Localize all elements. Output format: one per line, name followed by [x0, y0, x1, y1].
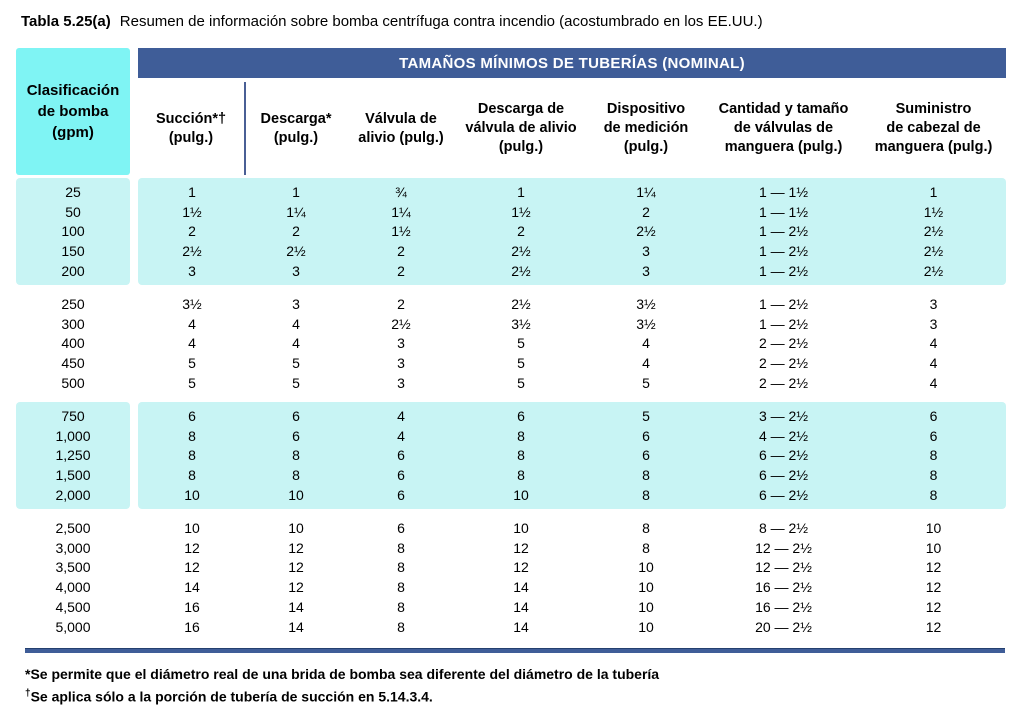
gpm-cell: 1,250 — [55, 447, 91, 464]
column-header-line: Cantidad y tamaño — [718, 101, 849, 118]
footnote-marker: * — [25, 666, 31, 682]
value-cell: 4 — [188, 335, 196, 352]
value-cell: 1 — 2½ — [758, 243, 809, 260]
gpm-cell: 1,000 — [55, 427, 91, 444]
gpm-cell: 500 — [61, 375, 85, 392]
table-row — [16, 261, 1006, 281]
footnote-1 — [25, 664, 659, 686]
value-cell: 10 — [925, 539, 942, 556]
value-cell: 12 — [184, 559, 200, 576]
table-row — [16, 406, 1006, 426]
value-cell: 8 — [929, 487, 938, 504]
value-cell: 1 — 1½ — [758, 203, 809, 220]
value-cell: 1 — [929, 183, 938, 200]
gpm-cell: 750 — [61, 407, 85, 424]
gpm-cell: 1,500 — [55, 467, 91, 484]
value-cell: 8 — [292, 467, 300, 484]
table-row — [16, 241, 1006, 261]
table-body — [16, 178, 1006, 641]
table-row — [16, 617, 1006, 637]
value-cell: 14 — [513, 579, 529, 596]
value-cell: 6 — [929, 407, 938, 424]
value-cell: 4 — [188, 315, 196, 332]
value-cell: 8 — [397, 559, 405, 576]
column-header-line: manguera (pulg.) — [874, 138, 993, 155]
row-group-3 — [16, 402, 1006, 509]
value-cell: 1½ — [511, 203, 531, 220]
value-cell: 8 — [397, 539, 405, 556]
value-cell: 5 — [642, 407, 650, 424]
value-cell: 3 — 2½ — [758, 407, 809, 424]
value-cell: 2 — [188, 223, 196, 240]
value-cell: 8 — [517, 467, 525, 484]
value-cell: 2½ — [923, 223, 944, 240]
value-cell: 3½ — [636, 295, 656, 312]
value-cell: 12 — [288, 559, 304, 576]
column-header-line: Succión*† — [155, 110, 227, 127]
value-cell: 1 — [517, 183, 525, 200]
value-cell: 10 — [288, 519, 304, 536]
value-cell: 6 — [397, 519, 405, 536]
gpm-cell: 2,000 — [55, 487, 91, 504]
value-cell: 16 — 2½ — [755, 579, 812, 596]
gpm-cell: 150 — [61, 243, 85, 260]
value-cell: 3 — [397, 335, 405, 352]
value-cell: 8 — [929, 467, 938, 484]
value-cell: 4 — [929, 355, 938, 372]
column-header-line: (pulg.) — [623, 138, 669, 155]
row-header-classification — [16, 48, 130, 175]
value-cell: 12 — [513, 539, 529, 556]
value-cell: 6 — 2½ — [758, 487, 809, 504]
value-cell: 6 — 2½ — [758, 447, 809, 464]
table-row — [16, 518, 1006, 538]
value-cell: 8 — [642, 539, 650, 556]
table-row — [16, 222, 1006, 242]
table-row — [16, 314, 1006, 334]
value-cell: 14 — [288, 599, 304, 616]
value-cell: 2 — 2½ — [758, 375, 809, 392]
value-cell: 1 — 1½ — [758, 183, 809, 200]
column-header-2 — [246, 82, 346, 175]
value-cell: 10 — [925, 519, 942, 536]
value-cell: 8 — [397, 579, 405, 596]
value-cell: 12 — [513, 559, 529, 576]
row-group-4 — [16, 514, 1006, 641]
value-cell: 10 — [184, 487, 200, 504]
footnote-text: Se aplica sólo a la porción de tubería de succión en 5.14.3.4. — [30, 688, 433, 705]
row-group-2 — [16, 290, 1006, 397]
table-row — [16, 485, 1006, 505]
column-header-7 — [861, 82, 1006, 175]
value-cell: 4 — 2½ — [758, 427, 809, 444]
value-cell: 1½ — [923, 203, 944, 220]
value-cell: 3 — [929, 315, 938, 332]
value-cell: 6 — [188, 407, 196, 424]
table-row — [16, 577, 1006, 597]
footnotes — [25, 664, 659, 708]
value-cell: 12 — [925, 579, 942, 596]
gpm-cell: 4,500 — [55, 599, 91, 616]
column-header-line: válvula de alivio — [465, 120, 577, 137]
value-cell: 12 — [184, 539, 200, 556]
value-cell: 12 — [925, 599, 942, 616]
value-cell: 8 — [188, 467, 196, 484]
value-cell: 4 — [929, 335, 938, 352]
table-row — [16, 182, 1006, 202]
value-cell: 20 — 2½ — [755, 618, 812, 635]
value-cell: 2½ — [511, 295, 531, 312]
value-cell: 14 — [513, 618, 529, 635]
value-cell: 8 — [642, 519, 650, 536]
value-cell: 8 — [517, 427, 525, 444]
value-cell: 8 — [642, 467, 650, 484]
column-header-line: Descarga* — [260, 110, 332, 127]
gpm-cell: 250 — [61, 295, 85, 312]
value-cell: 2 — [397, 263, 405, 280]
value-cell: 4 — [292, 315, 300, 332]
pump-table — [16, 48, 1006, 653]
column-header-line: de medición — [603, 120, 689, 137]
value-cell: 12 — [288, 539, 304, 556]
value-cell: 5 — [642, 375, 650, 392]
value-cell: 4 — [929, 375, 938, 392]
value-cell: 8 — [188, 427, 196, 444]
value-cell: 10 — [513, 519, 529, 536]
value-cell: 4 — [397, 407, 405, 424]
value-cell: 10 — [638, 579, 654, 596]
column-headers — [138, 82, 1006, 175]
value-cell: 8 — [929, 447, 938, 464]
value-cell: 2 — [397, 295, 405, 312]
value-cell: 3 — [292, 295, 300, 312]
column-header-line: de válvulas de — [733, 120, 834, 137]
table-row — [16, 538, 1006, 558]
table-row — [16, 202, 1006, 222]
value-cell: 1½ — [391, 223, 411, 240]
column-header-line: (pulg.) — [273, 129, 319, 146]
page-title — [21, 13, 763, 30]
value-cell: 10 — [638, 559, 654, 576]
value-cell: 5 — [517, 355, 525, 372]
value-cell: 12 — 2½ — [755, 559, 812, 576]
value-cell: 6 — [929, 427, 938, 444]
value-cell: 10 — [638, 618, 654, 635]
value-cell: 1¼ — [391, 203, 411, 220]
value-cell: 2 — [397, 243, 405, 260]
value-cell: 5 — [517, 375, 525, 392]
value-cell: 3 — [642, 263, 650, 280]
value-cell: 16 — [184, 599, 200, 616]
column-header-line: de cabezal de — [886, 120, 981, 137]
gpm-cell: 3,000 — [55, 539, 91, 556]
value-cell: 3 — [397, 355, 405, 372]
table-row — [16, 465, 1006, 485]
gpm-cell: 5,000 — [55, 618, 91, 635]
value-cell: 1 — 2½ — [758, 223, 809, 240]
value-cell: 6 — 2½ — [758, 467, 809, 484]
value-cell: 1 — 2½ — [758, 295, 809, 312]
value-cell: 12 — [925, 618, 942, 635]
value-cell: 10 — [513, 487, 529, 504]
column-header-line: (pulg.) — [498, 138, 544, 155]
column-header-6 — [706, 82, 861, 175]
value-cell: 16 — 2½ — [755, 599, 812, 616]
value-cell: 2 — [292, 223, 300, 240]
value-cell: 10 — [638, 599, 654, 616]
gpm-cell: 450 — [61, 355, 85, 372]
gpm-cell: 400 — [61, 335, 85, 352]
gpm-cell: 300 — [61, 315, 85, 332]
value-cell: 1½ — [182, 203, 202, 220]
row-header-line: (gpm) — [52, 124, 94, 141]
value-cell: 2½ — [923, 263, 944, 280]
value-cell: 3 — [642, 243, 650, 260]
gpm-cell: 25 — [65, 183, 81, 200]
value-cell: 10 — [288, 487, 304, 504]
value-cell: 5 — [517, 335, 525, 352]
value-cell: 4 — [397, 427, 405, 444]
value-cell: 2½ — [391, 315, 411, 332]
value-cell: 14 — [288, 618, 304, 635]
column-header-line: Válvula de — [365, 110, 437, 127]
value-cell: 2½ — [511, 263, 531, 280]
value-cell: 1 — 2½ — [758, 315, 809, 332]
row-group-1 — [16, 178, 1006, 285]
value-cell: 2½ — [511, 243, 531, 260]
table-row — [16, 334, 1006, 354]
gpm-cell: 2,500 — [55, 519, 91, 536]
value-cell: 5 — [292, 355, 300, 372]
value-cell: 4 — [642, 355, 650, 372]
value-cell: 14 — [513, 599, 529, 616]
value-cell: 1 — [188, 183, 196, 200]
table-row — [16, 373, 1006, 393]
value-cell: 2½ — [286, 243, 306, 260]
value-cell: 6 — [642, 447, 650, 464]
table-row — [16, 294, 1006, 314]
footnote-marker: † — [25, 687, 31, 699]
column-header-3 — [346, 82, 456, 175]
value-cell: 2½ — [182, 243, 202, 260]
value-cell: 8 — [642, 487, 650, 504]
value-cell: 2 — 2½ — [758, 355, 809, 372]
value-cell: 8 — [517, 447, 525, 464]
table-row — [16, 353, 1006, 373]
table-row — [16, 558, 1006, 578]
gpm-cell: 4,000 — [55, 579, 91, 596]
gpm-cell: 100 — [61, 223, 85, 240]
value-cell: 3 — [188, 263, 196, 280]
value-cell: 16 — [184, 618, 200, 635]
value-cell: 6 — [397, 447, 405, 464]
header-right-zone — [138, 48, 1006, 175]
value-cell: 5 — [188, 355, 196, 372]
table-number: Tabla 5.25(a) — [21, 13, 111, 30]
bottom-rule — [25, 648, 1005, 653]
value-cell: 3½ — [636, 315, 656, 332]
gpm-cell: 50 — [65, 203, 81, 220]
value-cell: 6 — [292, 407, 300, 424]
value-cell: 1¼ — [636, 183, 656, 200]
value-cell: 2½ — [923, 243, 944, 260]
value-cell: 4 — [642, 335, 650, 352]
gpm-cell: 3,500 — [55, 559, 91, 576]
column-header-1 — [138, 82, 246, 175]
row-header-line: de bomba — [37, 103, 109, 120]
value-cell: 6 — [517, 407, 525, 424]
row-header-line: Clasificación — [26, 82, 120, 99]
table-row — [16, 597, 1006, 617]
value-cell: 14 — [184, 579, 200, 596]
table-caption: Resumen de información sobre bomba centrífuga contra incendio (acostumbrado en los EE.UU.) — [119, 13, 763, 30]
value-cell: 6 — [397, 467, 405, 484]
value-cell: 3½ — [182, 295, 202, 312]
value-cell: 6 — [642, 427, 650, 444]
value-cell: 8 — 2½ — [758, 519, 809, 536]
value-cell: 2½ — [636, 223, 656, 240]
column-header-line: alivio (pulg.) — [358, 129, 444, 146]
value-cell: 12 — [288, 579, 304, 596]
value-cell: 5 — [292, 375, 300, 392]
value-cell: 10 — [184, 519, 200, 536]
value-cell: 8 — [292, 447, 300, 464]
value-cell: 8 — [188, 447, 196, 464]
value-cell: 3 — [397, 375, 405, 392]
value-cell: ¾ — [395, 183, 407, 200]
value-cell: 5 — [188, 375, 196, 392]
value-cell: 2 — [517, 223, 525, 240]
value-cell: 1 — 2½ — [758, 263, 809, 280]
table-header — [16, 48, 1006, 175]
value-cell: 6 — [292, 427, 300, 444]
column-header-line: Descarga de — [477, 101, 565, 118]
column-header-line: manguera (pulg.) — [724, 138, 843, 155]
column-header-line: Suministro — [895, 101, 972, 118]
value-cell: 1 — [292, 183, 300, 200]
value-cell: 3 — [929, 295, 938, 312]
column-header-line: (pulg.) — [168, 129, 214, 146]
value-cell: 6 — [397, 487, 405, 504]
table-row — [16, 426, 1006, 446]
column-header-4 — [456, 82, 586, 175]
table-row — [16, 446, 1006, 466]
value-cell: 8 — [397, 618, 405, 635]
table-banner: TAMAÑOS MÍNIMOS DE TUBERÍAS (NOMINAL) — [138, 48, 1006, 78]
gpm-cell: 200 — [61, 263, 85, 280]
value-cell: 12 — [925, 559, 942, 576]
footnote-2 — [25, 686, 659, 708]
value-cell: 8 — [397, 599, 405, 616]
value-cell: 2 — [642, 203, 650, 220]
value-cell: 4 — [292, 335, 300, 352]
value-cell: 2 — 2½ — [758, 335, 809, 352]
value-cell: 3½ — [511, 315, 531, 332]
value-cell: 3 — [292, 263, 300, 280]
column-header-5 — [586, 82, 706, 175]
footnote-text: Se permite que el diámetro real de una brida de bomba sea diferente del diámetro de la tubería — [30, 666, 660, 682]
value-cell: 12 — 2½ — [755, 539, 812, 556]
value-cell: 1¼ — [286, 203, 306, 220]
column-header-line: Dispositivo — [606, 101, 686, 118]
